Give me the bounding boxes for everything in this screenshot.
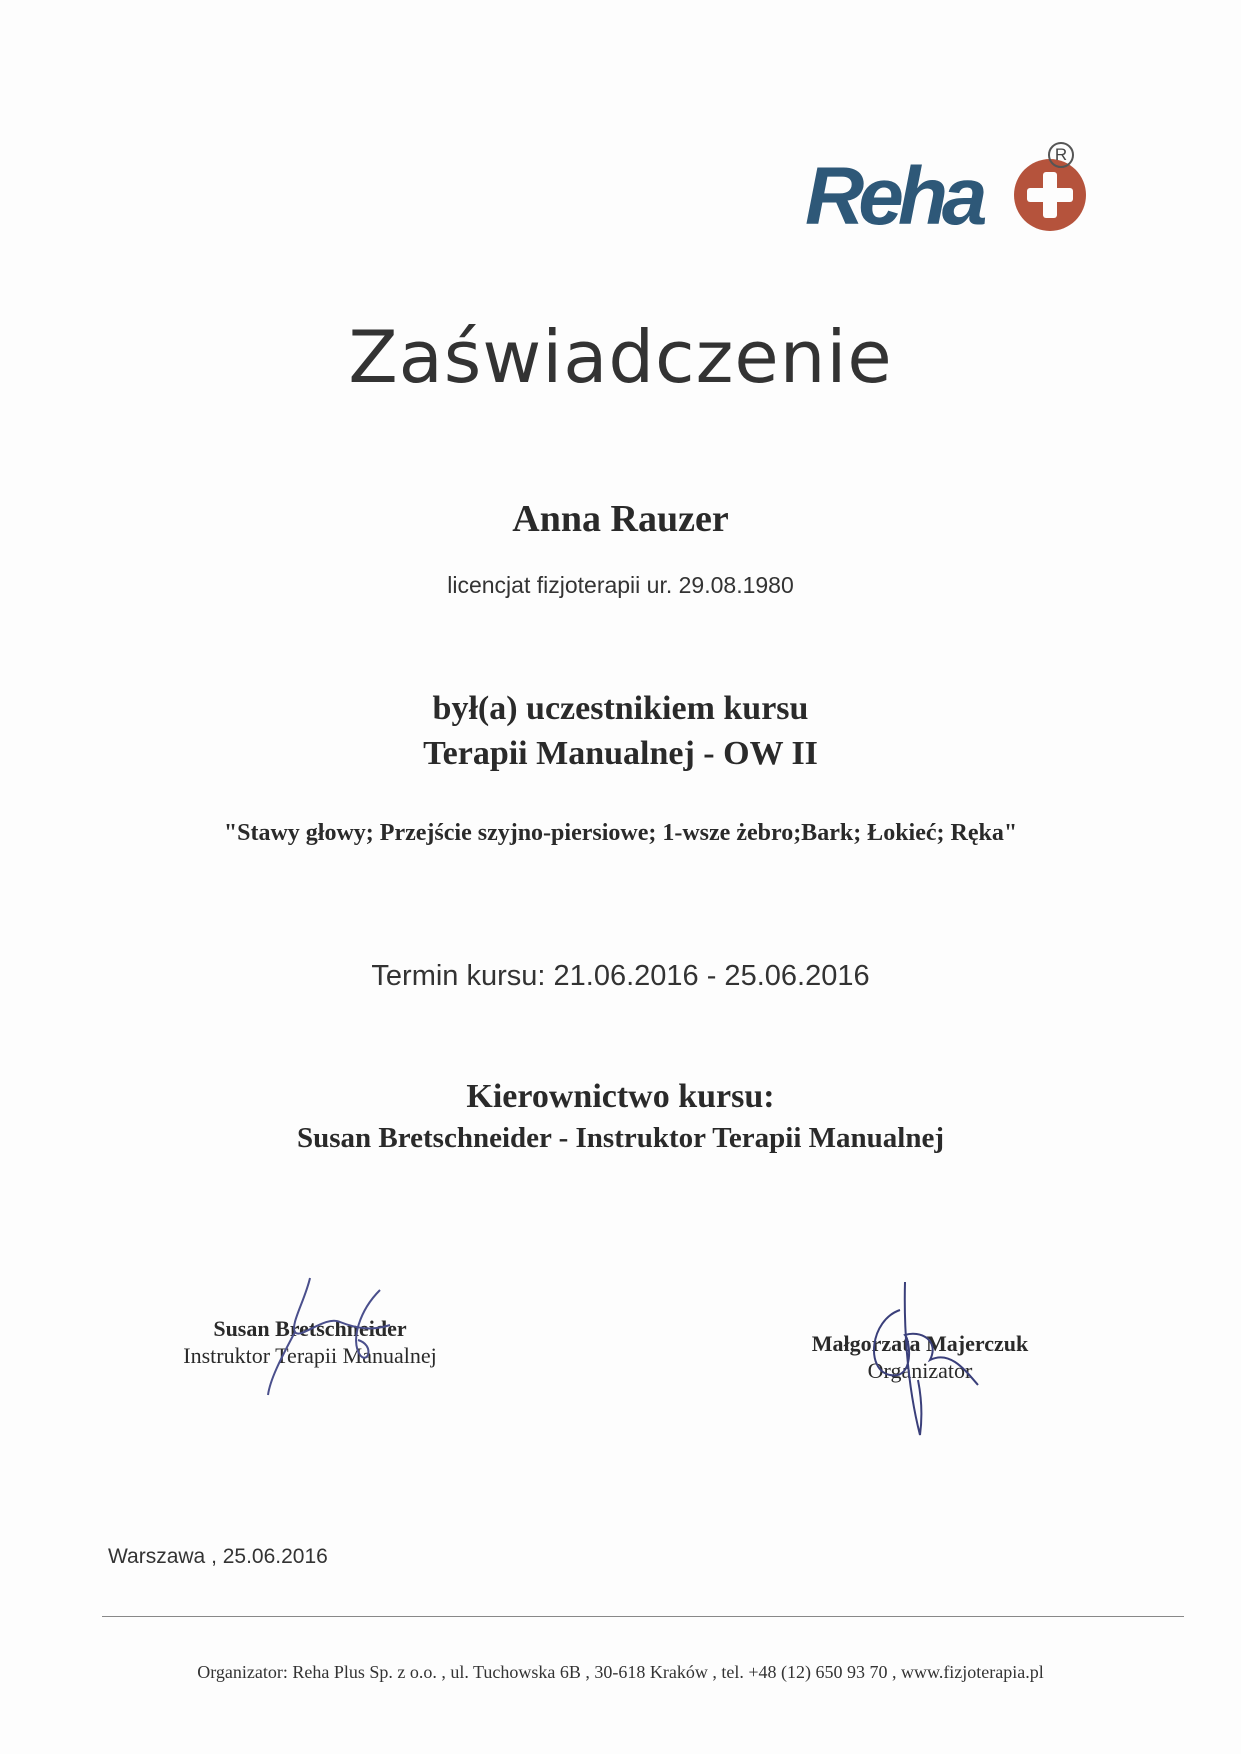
footer-divider: [102, 1616, 1184, 1617]
organizer-signature: [860, 1280, 990, 1440]
course-line-1: był(a) uczestnikiem kursu: [432, 690, 809, 727]
participant-name: Anna Rauzer: [512, 498, 729, 540]
organizer-name: Małgorzata Majerczuk: [811, 1331, 1029, 1356]
instructor-signature: [250, 1270, 450, 1410]
participant-license: licencjat fizjoterapii ur. 29.08.1980: [447, 572, 794, 598]
course-term: Termin kursu: 21.06.2016 - 25.06.2016: [371, 960, 870, 992]
course-line-2: Terapii Manualnej - OW II: [423, 735, 818, 772]
instructor-name: Susan Bretschneider: [213, 1316, 407, 1341]
place-and-date: Warszawa , 25.06.2016: [108, 1545, 328, 1568]
course-topics: "Stawy głowy; Przejście szyjno-piersiowe; 1-wsze żebro;Bark; Łokieć; Ręka": [223, 820, 1018, 846]
document-title: Zaświadczenie: [348, 315, 893, 399]
logo-text: Reha: [805, 151, 982, 242]
reha-plus-logo: [800, 145, 1080, 248]
organizer-role: Organizator: [867, 1358, 973, 1383]
footer-organizer-info: Organizator: Reha Plus Sp. z o.o. , ul. Tuchowska 6B , 30-618 Kraków , tel. +48 (12) 650 93 70 , www.fizjoterapia.pl: [197, 1662, 1044, 1682]
registered-mark: R: [1048, 142, 1074, 168]
management-line: Susan Bretschneider - Instruktor Terapii Manualnej: [297, 1122, 944, 1154]
instructor-role: Instruktor Terapii Manualnej: [183, 1343, 437, 1368]
plus-icon: [1013, 158, 1087, 232]
management-heading: Kierownictwo kursu:: [466, 1078, 775, 1115]
